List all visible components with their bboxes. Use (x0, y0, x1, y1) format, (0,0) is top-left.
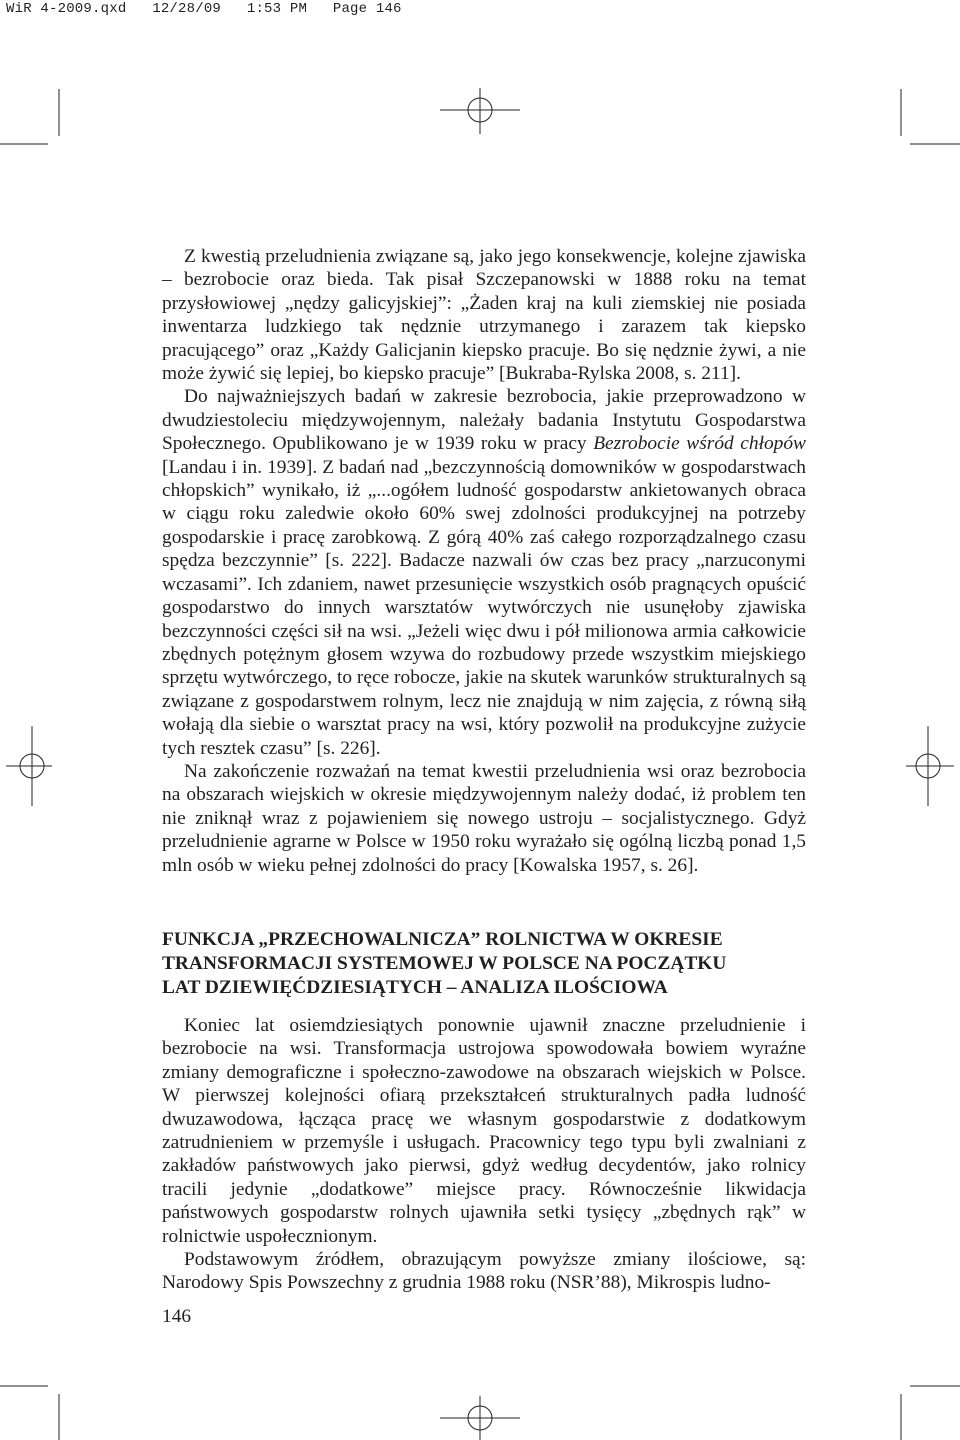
registration-target-left (6, 726, 52, 806)
text-run: Do najważniejszych badań w zakresie bezrobocia, jakie przeprowadzono w dwudziestoleciu międzywojennym, należały badania Instytutu Gospodarstwa Społecznego. Opublikowano je w 1939 roku w pracy (162, 386, 806, 455)
body-text-section-2 (162, 1014, 806, 1295)
paragraph-igs-research (162, 385, 806, 760)
paragraph-conclusion-interwar: Na zakończenie rozważań na temat kwestii przeludnienia wsi oraz bezrobocia na obszarach wiejskich w okresie międzywojennym należy dodać, iż problem ten nie zniknął wraz z pojawieniem się nowego ustroju – socjalistycznego. Gdyż przeludnienie agrarne w Polsce w 1950 roku wyrażało się ogólną liczbą ponad 1,5 mln osób w wieku pełnej zdolności do pracy [Kowalska 1957, s. 26]. (162, 760, 806, 876)
registration-target-bottom (440, 1396, 520, 1440)
paragraph-sources: Podstawowym źródłem, obrazującym powyższe zmiany ilościowe, są: Narodowy Spis Powszechny z grudnia 1988 roku (NSR’88), Mikrospis ludno- (162, 1249, 806, 1294)
page-number: 146 (162, 1306, 192, 1327)
heading-line: FUNKCJA „PRZECHOWALNICZA” ROLNICTWA W OKRESIE (162, 929, 723, 950)
heading-line: LAT DZIEWIĘĆDZIESIĄTYCH – ANALIZA ILOŚCIOWA (162, 977, 668, 998)
section-heading (162, 928, 806, 1000)
book-title: Bezrobocie wśród chłopów (593, 433, 806, 455)
registration-target-top (440, 88, 520, 134)
text-run: [Landau i in. 1939]. Z badań nad „bezczynnością domowników w gospodarstwach chłopskich” wynikało, iż „...ogółem ludność gospodarstw ankietowanych obraca w ciągu roku zaledwie około 60% swej zdolności produkcyjnej na potrzeby gospodarskie i pracę zarobkową. Z górą 40% zaś całego rozporządzalnego czasu spędza bezczynnie” [s. 222]. Badacze nazwali ów czas bez pracy „narzuconymi wczasami”. Ich zdaniem, nawet przesunięcie wszystkich osób pragnących opuścić gospodarstwo do innych warsztatów wytwórczych nie usunęłoby zjawiska bezczynności części sił na wsi. „Jeżeli więc dwu i pół milionowa armia całkowicie zbędnych potężnym głosem wzywa do rozbudowy przede wszystkim miejskiego sprzętu wytwórczego, to ręce robocze, jakie na skutek warunków strukturalnych są związane z gospodarstwem rolnym, lecz nie znajdują w nim zajęcia, z równą siłą wołają dla siebie o warsztat pracy na wsi, który pozwolił na produkcyjne zużycie tych resztek czasu” [s. 226]. (162, 456, 806, 759)
file-slug: WiR 4-2009.qxd 12/28/09 1:53 PM Page 146 (6, 1, 402, 17)
registration-target-right (906, 726, 954, 806)
body-text-section-1 (162, 245, 806, 877)
heading-line: TRANSFORMACJI SYSTEMOWEJ W POLSCE NA POCZĄTKU (162, 953, 727, 974)
paragraph-unemployment-poverty: Z kwestią przeludnienia związane są, jako jego konsekwencje, kolejne zjawiska – bezrobocie oraz bieda. Tak pisał Szczepanowski w 1888 roku na temat przysłowiowej „nędzy galicyjskiej”: „Żaden kraj na kuli ziemskiej nie posiada inwentarza ludzkiego tak nędznie utrzymanego i zarazem tak kiepsko pracującego” oraz „Każdy Galicjanin kiepsko pracuje. Bo się nędznie żywi, a nie może żywić się lepiej, bo kiepsko pracuje” [Bukraba-Rylska 2008, s. 211]. (162, 246, 806, 385)
paragraph-transformation: Koniec lat osiemdziesiątych ponownie ujawnił znaczne przeludnienie i bezrobocie na wsi. Transformacja ustrojowa spowodowała bowiem wyraźne zmiany demograficzne i społeczno-zawodowe na obszarach wiejskich w Polsce. W pierwszej kolejności ofiarą przekształceń strukturalnych padła ludność dwuzawodowa, łącząca pracę we własnym gospodarstwie z dodatkowym zatrudnieniem w przemyśle i usługach. Pracownicy tego typu byli zwalniani z zakładów państwowych jako pierwsi, gdyż według decydentów, jako rolnicy tracili jedynie „dodatkowe” miejsce pracy. Równocześnie likwidacja państwowych gospodarstw rolnych ujawniła setki tysięcy „zbędnych rąk” w rolnictwie uspołecznionym. (162, 1015, 806, 1247)
